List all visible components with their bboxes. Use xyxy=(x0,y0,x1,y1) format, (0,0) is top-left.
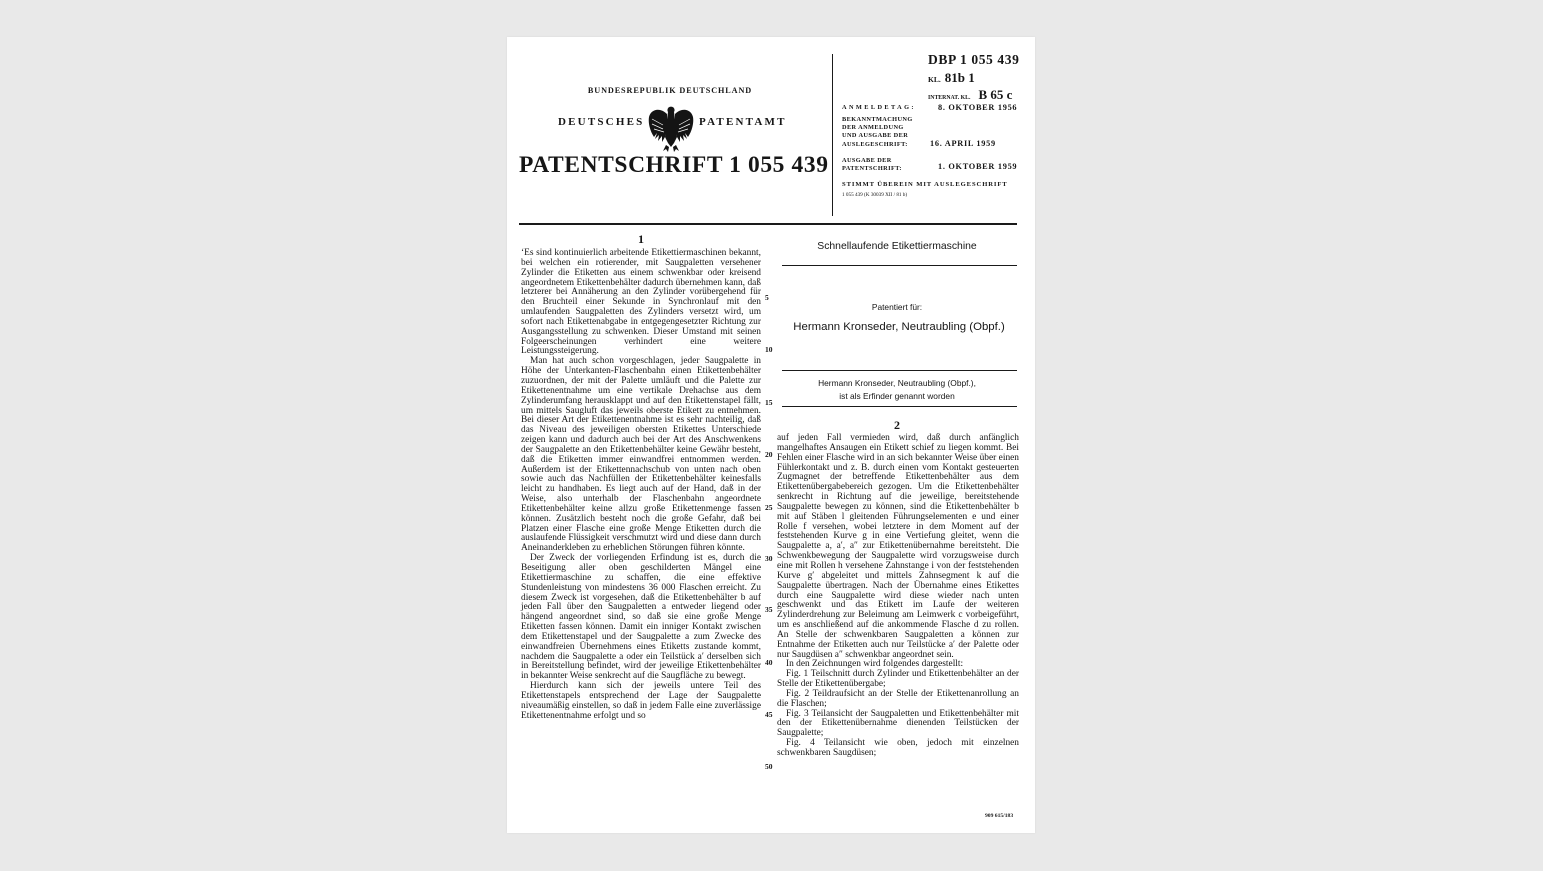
line-number: 20 xyxy=(765,450,773,459)
line-number: 10 xyxy=(765,345,773,354)
line-number: 5 xyxy=(765,293,769,302)
column-number-1: 1 xyxy=(638,232,644,246)
holder-rule xyxy=(782,370,1017,371)
header-divider xyxy=(832,54,833,216)
document-title: PATENTSCHRIFT 1 055 439 xyxy=(519,152,829,178)
figure-caption: Fig. 2 Teildraufsicht an der Stelle der Etikettenanrollung an die Flaschen; xyxy=(777,688,1019,709)
figure-caption: Fig. 3 Teilansicht der Saugpaletten und Etikettenbehälter mit den der Etikettenübernahme dienenden Teilstücken der Saugpalette; xyxy=(777,708,1019,739)
inventor-statement: ist als Erfinder genannt worden xyxy=(839,390,955,401)
figure-caption: Fig. 1 Teilschnitt durch Zylinder und Etikettenbehälter an der Stelle der Etikettenübergabe; xyxy=(777,669,1019,690)
column-2-text xyxy=(777,434,1019,759)
class-value: 81b 1 xyxy=(944,70,975,85)
federal-eagle-icon xyxy=(646,101,696,153)
national-class xyxy=(928,69,975,87)
filing-date-value: 8. OKTOBER 1956 xyxy=(938,103,1018,112)
office-name-right: PATENTAMT xyxy=(699,116,787,128)
international-class-label: INTERNAT. KL. xyxy=(928,95,971,101)
international-class xyxy=(928,86,1012,104)
line-number: 35 xyxy=(765,605,773,614)
paragraph: Der Zweck der vorliegenden Erfindung ist es, durch die Beseitigung aller oben geschilderten Mängel eine Etikettiermaschine zu schaffen, die eine effektive Stundenleistung von mindestens 36 000 Flaschen erreicht. Zu diesem Zweck ist vorgesehen, daß die Etikettenbehälter b auf jeden Fall über den Saugpaletten a entweder liegend oder hängend angeordnet sind, so daß sie eine große Menge Etiketten fassen können. Damit ein inniger Kontakt zwischen dem Etikettenstapel und der Saugpalette a zum Zwecke des einwandfreien Übernehmens eines Etiketts zustande kommt, nachdem die Saugpalette a oder ein Teilstück a′ derselben sich in Bereitstellung befindet, wird der jeweilige Etikettenbehälter in bekannter Weise senkrecht auf die Saugfläche zu bewegt. xyxy=(521,553,761,682)
patent-page xyxy=(507,37,1035,833)
international-class-value: B 65 c xyxy=(978,87,1013,102)
issue-label: AUSGABE DER PATENTSCHRIFT: xyxy=(842,157,902,173)
figure-caption: Fig. 4 Teilansicht wie oben, jedoch mit einzelnen schwenkbaren Saugdüsen; xyxy=(777,738,1019,758)
line-number: 25 xyxy=(765,503,773,512)
conformity-statement: STIMMT ÜBEREIN MIT AUSLEGESCHRIFT xyxy=(842,181,1008,188)
paragraph: Hierdurch kann sich der jeweils untere Teil des Etikettenstapels entsprechend der Lage der Saugpalette niveaumäßig einstellen, so daß in jedem Falle eine zuverlässige Etikettenentnahme erfolgt und so xyxy=(521,681,761,721)
invention-title: Schnellaufende Etikettiermaschine xyxy=(817,241,977,252)
line-number: 40 xyxy=(765,658,773,667)
paragraph: auf jeden Fall vermieden wird, daß durch anfänglich mangelhaftes Ansaugen ein Etikett schief zu liegen kommt. Bei Fehlen einer Flasche wird in an sich bekannter Weise über einen Fühlerkontakt und z. B. durch einen vom Kontakt gesteuerten Zugmagnet der betreffende Etikettenbehälter aus dem Etikettenübergabebereich gezogen. Um die Etikettenbehälter senkrecht in Richtung auf die jeweilige, bereitstehende Saugpalette bewegen zu können, sind die Etikettenbehälter b mit auf Stäben l gleitenden Führungselementen e und einer Rolle f versehen, wobei letztere in dem Moment auf der feststehenden Kurve g in eine Vertiefung gleitet, wenn die Saugpalette a, a′, a″ zur Etikettenübernahme bereitsteht. Die Schwenkbewegung der Saugpalette wird vorzugsweise durch eine mit Rollen h versehene Zahnstange i von der feststehenden Kurve g′ abgeleitet und mittels Zahnsegment k auf die Saugpalette übertragen. Nach der Übernahme eines Etikettes durch eine Saugpalette wird diese wieder nach unten geschwenkt und das Etikett im Laufe der weiteren Zylinderdrehung zur Beleimung am Leimwerk c vorbeigeführt, um es anschließend auf die ankommende Flasche d zu rollen. An Stelle der schwenkbaren Saugpaletten a können zur Entnahme der Etiketten auch nur Teilstücke a′ der Palette oder nur Saugdüsen a″ schwenkbar angeordnet sein. xyxy=(777,433,1019,660)
publication-date-value: 16. APRIL 1959 xyxy=(930,139,996,148)
patent-number: DBP 1 055 439 xyxy=(928,52,1020,67)
inventor-rule xyxy=(782,406,1017,407)
print-code: 909 615/183 xyxy=(985,813,1014,819)
issuer-block xyxy=(507,37,833,217)
republic-name: BUNDESREPUBLIK DEUTSCHLAND xyxy=(587,86,753,95)
classification-block xyxy=(840,47,1035,217)
column-1-text xyxy=(521,249,761,722)
paragraph: Man hat auch schon vorgeschlagen, jeder Saugpalette in Höhe der Unterkanten-Flaschenbahn einen Etikettenbehälter zuzuordnen, der mit der Palette umläuft und die Palette zur Etikettenentnahme um eine vertikale Drehachse aus dem Zylinderumfang herausklappt und auf den Etikettenstapel fällt, um mittels Saugluft das jeweils oberste Etikett zu entnehmen. Bei dieser Art der Etikettenentnahme ist es sehr nachteilig, daß das Niveau des jeweiligen obersten Etikettes Unterschiede zeigen kann und dadurch auch bei der Art des Anschwenkens der Saugpalette an den Etikettenbehälter keine Gewähr besteht, daß die Etiketten immer einwandfrei entnommen werden. Außerdem ist der Etikettennachschub von unten nach oben sowie auch das Nachfüllen der Etikettenbehälter keinesfalls leicht zu handhaben. Es liegt auch auf der Hand, daß in der Weise, also unterhalb der Flaschenbahn angeordnete Etikettenbehälter keine allzu große Etikettenmenge fassen können. Zusätzlich besteht noch die große Gefahr, daß bei Platzen einer Flasche eine große Menge Etiketten durch die auslaufende Flüssigkeit verschmutzt wird und diese dann durch Aneinanderkleben zu erheblichen Störungen führen könnte. xyxy=(521,356,761,554)
paragraph: ʻEs sind kontinuierlich arbeitende Etikettiermaschinen bekannt, bei welchen ein rotierender, mit Saugpaletten versehener Zylinder die Etiketten aus einem schwenkbar oder kreisend angeordnetem Etikettenbehälter dadurch übernehmen kann, daß letzterer bei Annäherung an den Zylinder vorübergehend für den Bruchteil einer Sekunde in Synchronlauf mit den umlaufenden Saugpaletten des Zylinders versetzt wird, um sofort nach Etikettenabgabe in entgegengesetzter Richtung zur Ausgangsstellung zu schwenken. Dieser Umstand mit seinen Folgeerscheinungen verhindert eine weitere Leistungssteigerung. xyxy=(521,248,761,357)
issue-date-value: 1. OKTOBER 1959 xyxy=(938,162,1018,171)
title-rule xyxy=(782,265,1017,266)
paragraph: In den Zeichnungen wird folgendes dargestellt: xyxy=(786,659,964,670)
line-number: 30 xyxy=(765,554,773,563)
filing-date-label: ANMELDETAG: xyxy=(842,104,916,111)
conformity-reference: 1 055 439 (K 30039 XII / 81 b) xyxy=(842,192,908,198)
patented-for-label: Patentiert für: xyxy=(871,302,923,312)
patent-holder: Hermann Kronseder, Neutraubling (Obpf.) xyxy=(793,321,1005,333)
column-number-2: 2 xyxy=(894,418,900,432)
class-label: KL. xyxy=(928,75,941,84)
line-number: 45 xyxy=(765,710,773,719)
inventor-note xyxy=(777,377,1017,402)
office-name-left: DEUTSCHES xyxy=(558,116,645,128)
inventor-name: Hermann Kronseder, Neutraubling (Obpf.), xyxy=(818,378,976,388)
publication-label: BEKANNTMACHUNG DER ANMELDUNG UND AUSGABE DER AUSLEGESCHRIFT: xyxy=(842,116,913,148)
line-number: 15 xyxy=(765,398,773,407)
header-rule xyxy=(519,223,1017,225)
line-number: 50 xyxy=(765,762,773,771)
patent-office-row xyxy=(507,101,833,151)
